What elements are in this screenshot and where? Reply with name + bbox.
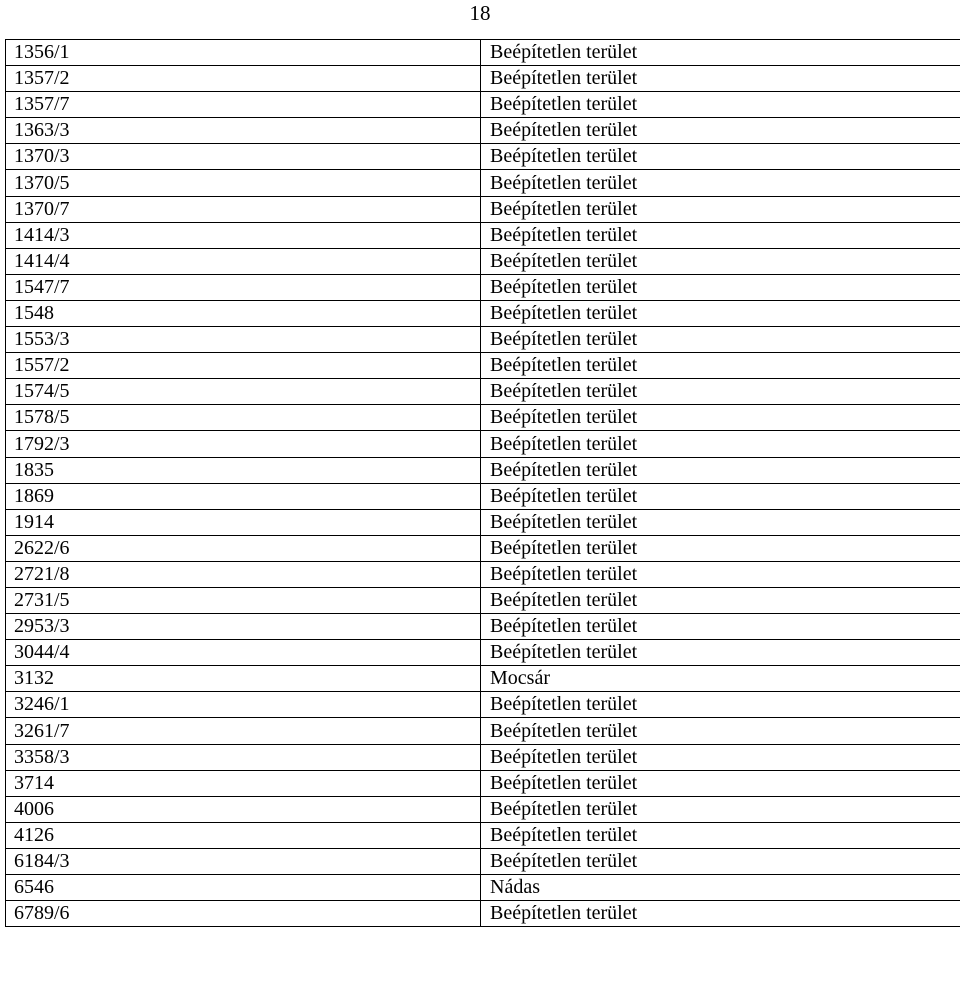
- parcel-number-cell: 1547/7: [6, 274, 481, 300]
- land-use-cell: Beépítetlen terület: [481, 509, 960, 535]
- parcel-number-cell: 4126: [6, 822, 481, 848]
- parcel-number-cell: 1914: [6, 509, 481, 535]
- table-row: [6, 744, 960, 770]
- parcel-number-cell: 1792/3: [6, 431, 481, 457]
- parcel-number-cell: 1357/7: [6, 92, 481, 118]
- parcel-number-cell: 2622/6: [6, 535, 481, 561]
- table-row: [6, 248, 960, 274]
- parcel-number-cell: 1574/5: [6, 379, 481, 405]
- parcel-number-cell: 1548: [6, 300, 481, 326]
- land-use-cell: Beépítetlen terület: [481, 822, 960, 848]
- table-row: [6, 614, 960, 640]
- parcel-number-cell: 3261/7: [6, 718, 481, 744]
- table-row: [6, 692, 960, 718]
- land-use-cell: Beépítetlen terület: [481, 66, 960, 92]
- table-row: [6, 587, 960, 613]
- parcel-number-cell: 1356/1: [6, 40, 481, 66]
- land-use-cell: Beépítetlen terület: [481, 614, 960, 640]
- table-row: [6, 901, 960, 927]
- parcel-number-cell: 2953/3: [6, 614, 481, 640]
- land-use-cell: Beépítetlen terület: [481, 92, 960, 118]
- table-row: [6, 327, 960, 353]
- table-row: [6, 875, 960, 901]
- parcel-number-cell: 1869: [6, 483, 481, 509]
- table-row: [6, 379, 960, 405]
- table-row: [6, 457, 960, 483]
- table-row: [6, 196, 960, 222]
- land-use-cell: Beépítetlen terület: [481, 744, 960, 770]
- parcel-number-cell: 1414/4: [6, 248, 481, 274]
- table-row: [6, 483, 960, 509]
- land-use-cell: Beépítetlen terület: [481, 718, 960, 744]
- table-row: [6, 431, 960, 457]
- land-use-cell: Beépítetlen terület: [481, 405, 960, 431]
- table-row: [6, 144, 960, 170]
- parcel-number-cell: 1557/2: [6, 353, 481, 379]
- parcel-table-body: [6, 40, 960, 927]
- land-use-cell: Beépítetlen terület: [481, 248, 960, 274]
- land-use-cell: Beépítetlen terület: [481, 796, 960, 822]
- parcel-number-cell: 3358/3: [6, 744, 481, 770]
- parcel-number-cell: 1553/3: [6, 327, 481, 353]
- land-use-cell: Beépítetlen terület: [481, 274, 960, 300]
- table-row: [6, 561, 960, 587]
- table-row: [6, 405, 960, 431]
- land-use-cell: Beépítetlen terület: [481, 587, 960, 613]
- land-use-cell: Beépítetlen terület: [481, 300, 960, 326]
- table-row: [6, 353, 960, 379]
- land-use-cell: Beépítetlen terület: [481, 901, 960, 927]
- table-row: [6, 92, 960, 118]
- land-use-cell: Beépítetlen terület: [481, 640, 960, 666]
- table-row: [6, 40, 960, 66]
- table-row: [6, 796, 960, 822]
- land-use-cell: Beépítetlen terület: [481, 327, 960, 353]
- parcel-number-cell: 1370/5: [6, 170, 481, 196]
- land-use-cell: Beépítetlen terület: [481, 379, 960, 405]
- land-use-cell: Beépítetlen terület: [481, 196, 960, 222]
- table-row: [6, 66, 960, 92]
- land-use-cell: Mocsár: [481, 666, 960, 692]
- land-use-cell: Beépítetlen terület: [481, 144, 960, 170]
- land-use-cell: Beépítetlen terület: [481, 353, 960, 379]
- land-use-cell: Beépítetlen terület: [481, 118, 960, 144]
- parcel-number-cell: 1578/5: [6, 405, 481, 431]
- land-use-cell: Beépítetlen terület: [481, 457, 960, 483]
- land-use-cell: Beépítetlen terület: [481, 222, 960, 248]
- parcel-number-cell: 1363/3: [6, 118, 481, 144]
- land-use-cell: Beépítetlen terület: [481, 431, 960, 457]
- parcel-number-cell: 3132: [6, 666, 481, 692]
- parcel-number-cell: 3246/1: [6, 692, 481, 718]
- table-row: [6, 509, 960, 535]
- parcel-number-cell: 2721/8: [6, 561, 481, 587]
- parcel-number-cell: 2731/5: [6, 587, 481, 613]
- table-row: [6, 718, 960, 744]
- parcel-number-cell: 1357/2: [6, 66, 481, 92]
- land-use-cell: Beépítetlen terület: [481, 535, 960, 561]
- land-use-cell: Beépítetlen terület: [481, 692, 960, 718]
- land-use-cell: Nádas: [481, 875, 960, 901]
- land-use-cell: Beépítetlen terület: [481, 848, 960, 874]
- parcel-number-cell: 1835: [6, 457, 481, 483]
- table-row: [6, 274, 960, 300]
- table-row: [6, 222, 960, 248]
- land-use-cell: Beépítetlen terület: [481, 483, 960, 509]
- parcel-number-cell: 6789/6: [6, 901, 481, 927]
- land-use-cell: Beépítetlen terület: [481, 40, 960, 66]
- table-row: [6, 640, 960, 666]
- parcel-number-cell: 3714: [6, 770, 481, 796]
- parcel-number-cell: 1370/7: [6, 196, 481, 222]
- land-use-cell: Beépítetlen terület: [481, 561, 960, 587]
- page-number: 18: [469, 1, 491, 25]
- table-row: [6, 300, 960, 326]
- land-use-cell: Beépítetlen terület: [481, 170, 960, 196]
- table-row: [6, 170, 960, 196]
- table-row: [6, 535, 960, 561]
- parcel-number-cell: 3044/4: [6, 640, 481, 666]
- parcel-table: [5, 39, 960, 927]
- parcel-number-cell: 6184/3: [6, 848, 481, 874]
- table-row: [6, 118, 960, 144]
- table-row: [6, 666, 960, 692]
- parcel-number-cell: 4006: [6, 796, 481, 822]
- parcel-number-cell: 6546: [6, 875, 481, 901]
- parcel-number-cell: 1414/3: [6, 222, 481, 248]
- table-row: [6, 770, 960, 796]
- parcel-number-cell: 1370/3: [6, 144, 481, 170]
- land-use-cell: Beépítetlen terület: [481, 770, 960, 796]
- table-row: [6, 822, 960, 848]
- table-row: [6, 848, 960, 874]
